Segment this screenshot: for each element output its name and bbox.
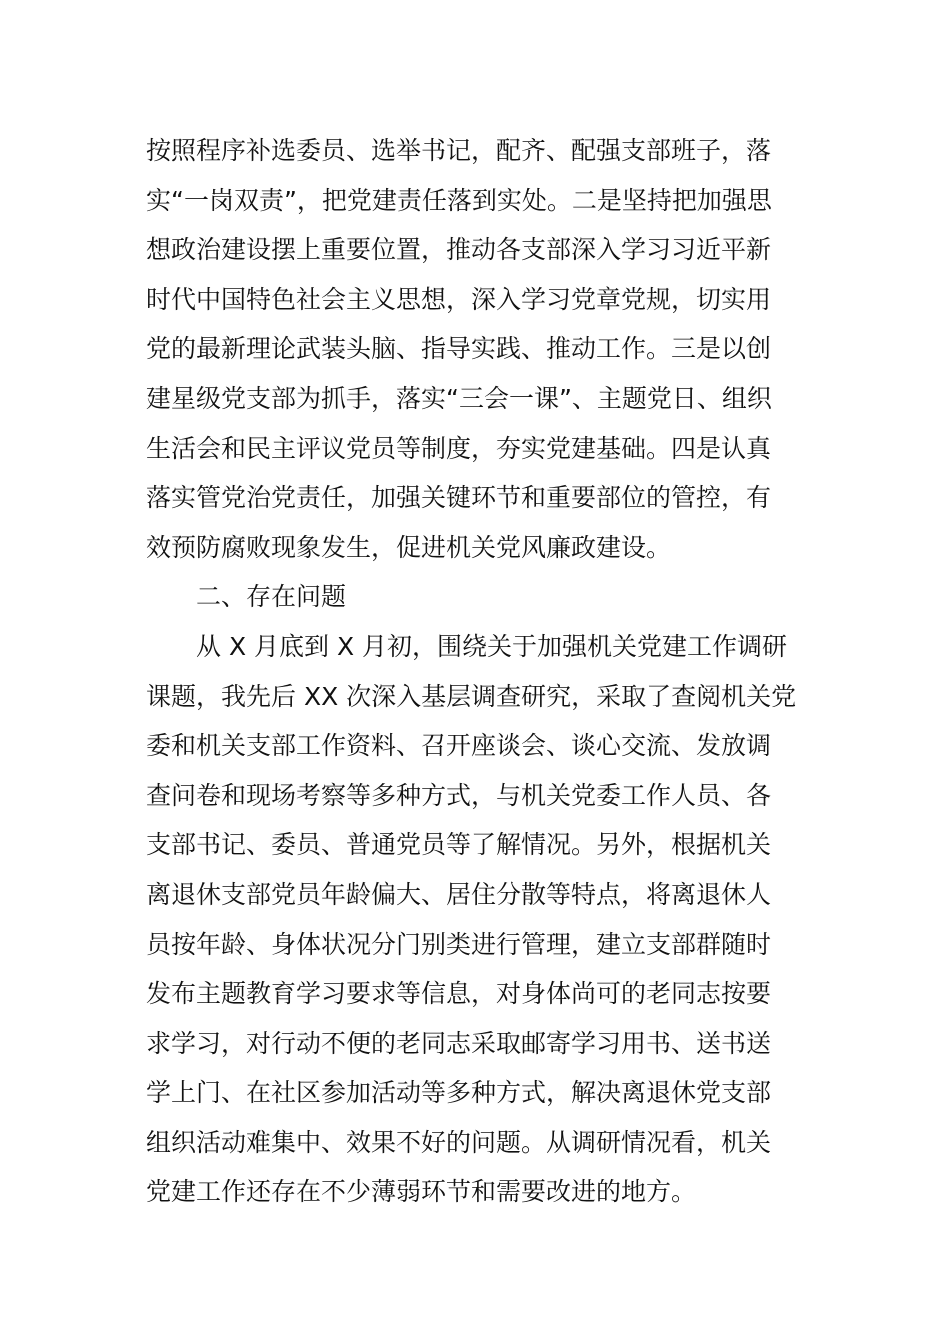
text-line: 委和机关支部工作资料、召开座谈会、谈心交流、发放调 (146, 731, 772, 761)
text-line: 按照程序补选委员、选举书记，配齐、配强支部班子，落 (146, 136, 772, 165)
text-line: 组织活动难集中、效果不好的问题。从调研情况看，机关 (146, 1127, 772, 1157)
text-line: 课题，我先后 XX 次深入基层调查研究，采取了查阅机关党 (146, 681, 797, 711)
text-line: 员按年龄、身体状况分门别类进行管理，建立支部群随时 (146, 929, 772, 959)
text-line: 党的最新理论武装头脑、指导实践、推动工作。三是以创 (146, 334, 772, 364)
text-line: 落实管党治党责任，加强关键环节和重要部位的管控，有 (146, 483, 772, 513)
text-line: 建星级党支部为抓手，落实“三会一课”、主题党日、组织 (146, 383, 772, 413)
text-line: 学上门、在社区参加活动等多种方式，解决离退休党支部 (146, 1078, 772, 1108)
text-line: 查问卷和现场考察等多种方式，与机关党委工作人员、各 (146, 780, 772, 810)
section-heading: 二、存在问题 (196, 582, 347, 612)
text-line: 实“一岗双责”，把党建责任落到实处。二是坚持把加强思 (146, 185, 772, 215)
text-line: 党建工作还存在不少薄弱环节和需要改进的地方。 (146, 1177, 697, 1207)
text-line: 想政治建设摆上重要位置，推动各支部深入学习习近平新 (146, 235, 772, 265)
text-line: 时代中国特色社会主义思想，深入学习党章党规，切实用 (146, 284, 772, 314)
text-line: 离退休支部党员年龄偏大、居住分散等特点，将离退休人 (146, 879, 772, 909)
text-line: 生活会和民主评议党员等制度，夯实党建基础。四是认真 (146, 433, 772, 463)
text-line: 发布主题教育学习要求等信息，对身体尚可的老同志按要 (146, 979, 772, 1009)
document-body (146, 126, 806, 1217)
text-line: 从 X 月底到 X 月初，围绕关于加强机关党建工作调研 (196, 631, 788, 661)
text-line: 支部书记、委员、普通党员等了解情况。另外，根据机关 (146, 830, 772, 860)
text-line: 效预防腐败现象发生，促进机关党风廉政建设。 (146, 532, 672, 562)
text-line: 求学习，对行动不便的老同志采取邮寄学习用书、送书送 (146, 1028, 772, 1058)
